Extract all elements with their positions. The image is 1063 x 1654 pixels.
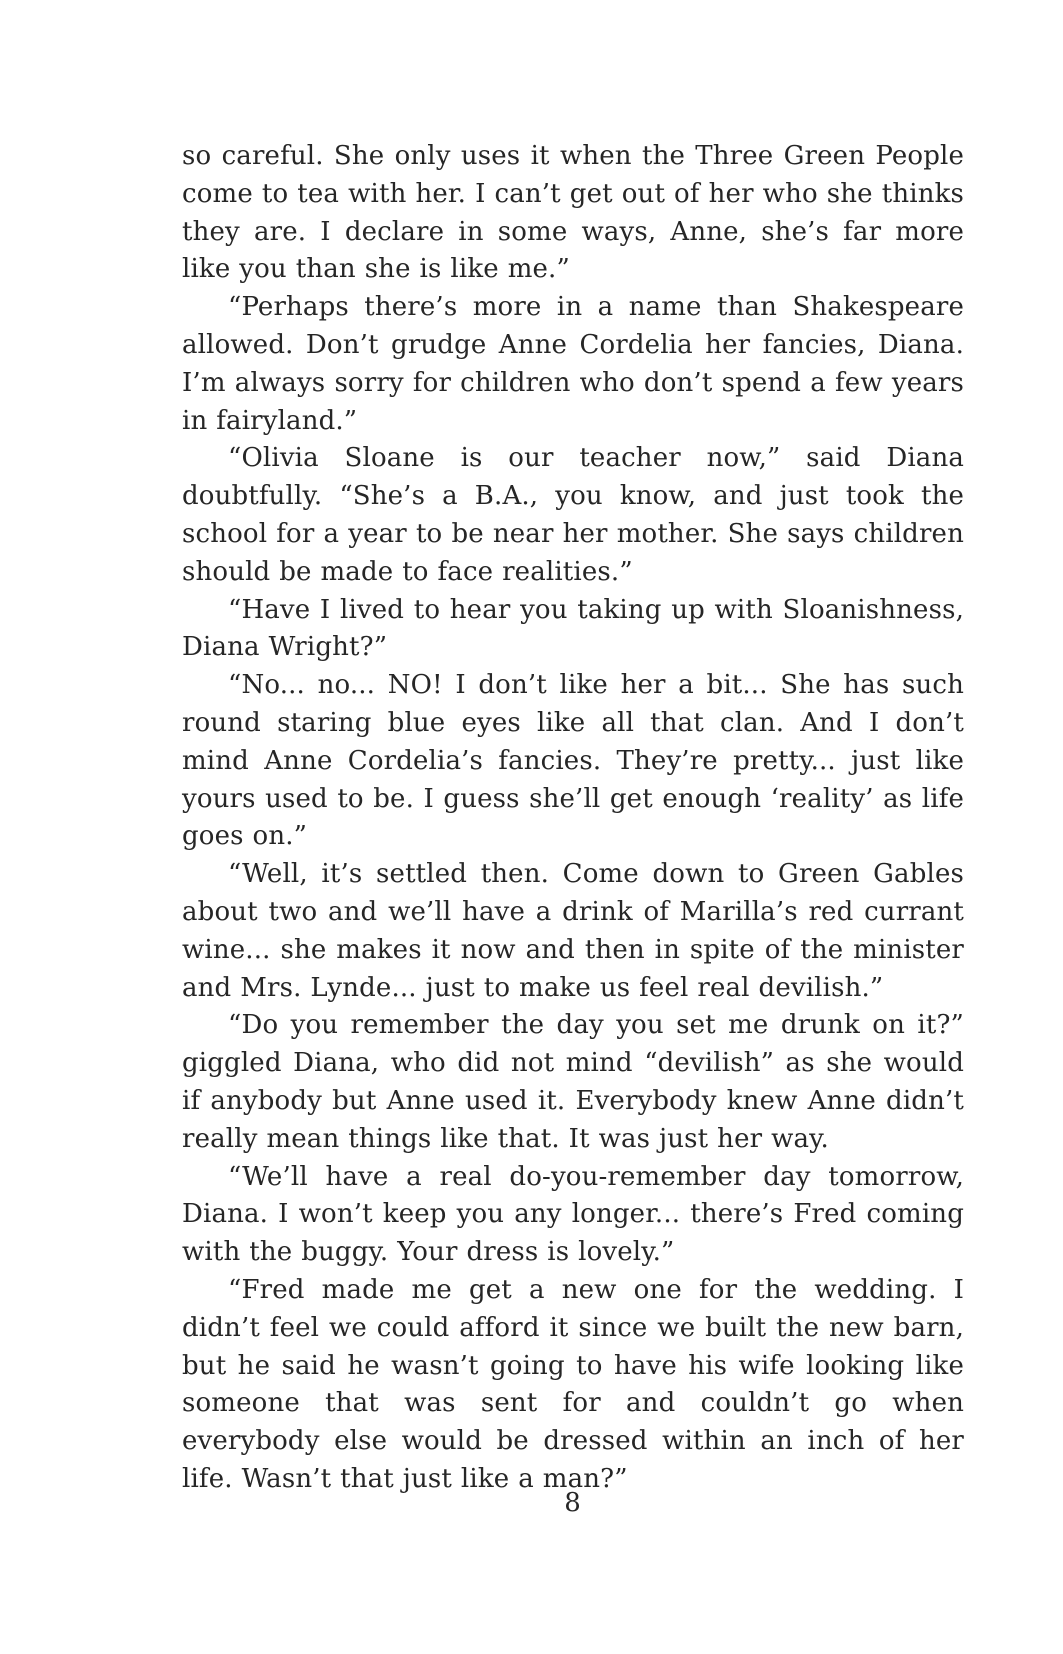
paragraph: “Perhaps there’s more in a name than Shakespeare allowed. Don’t grudge Anne Cordelia her fancies, Diana. I’m always sorry for children who don’t spend a few years in fairyland.” bbox=[182, 292, 964, 436]
page-number: 8 bbox=[564, 1488, 581, 1518]
paragraph: “Have I lived to hear you taking up with Sloanishness, Diana Wright?” bbox=[182, 594, 964, 663]
paragraph: “Do you remember the day you set me drunk on it?” giggled Diana, who did not mind “devilish” as she would if anybody but Anne used it. Everybody knew Anne didn’t really mean things like that. It was just her way. bbox=[182, 1010, 964, 1154]
paragraph: so careful. She only uses it when the Three Green People come to tea with her. I can’t get out of her who she thinks they are. I declare in some ways, Anne, she’s far more like you than she is like me.” bbox=[182, 141, 964, 285]
paragraph: “Olivia Sloane is our teacher now,” said Diana doubtfully. “She’s a B.A., you know, and just took the school for a year to be near her mother. She says children should be made to face realities.” bbox=[182, 443, 964, 587]
paragraph: “We’ll have a real do-you-remember day tomorrow, Diana. I won’t keep you any longer... there’s Fred coming with the buggy. Your dress is lovely.” bbox=[182, 1161, 964, 1268]
paragraph: “No... no... NO! I don’t like her a bit... She has such round staring blue eyes like all that clan. And I don’t mind Anne Cordelia’s fancies. They’re pretty... just like yours used to be. I guess she’ll get enough ‘reality’ as life goes on.” bbox=[182, 670, 964, 852]
paragraph: “Fred made me get a new one for the wedding. I didn’t feel we could afford it since we built the new barn, but he said he wasn’t going to have his wife looking like someone that was sent for and couldn’t go when everybody else would be dressed within an inch of her life. Wasn’t that just like a man?” bbox=[182, 1274, 964, 1494]
body-text bbox=[182, 138, 964, 1499]
paragraph: “Well, it’s settled then. Come down to Green Gables about two and we’ll have a drink of Marilla’s red currant wine... she makes it now and then in spite of the minister and Mrs. Lynde... just to make us feel real devilish.” bbox=[182, 859, 964, 1003]
